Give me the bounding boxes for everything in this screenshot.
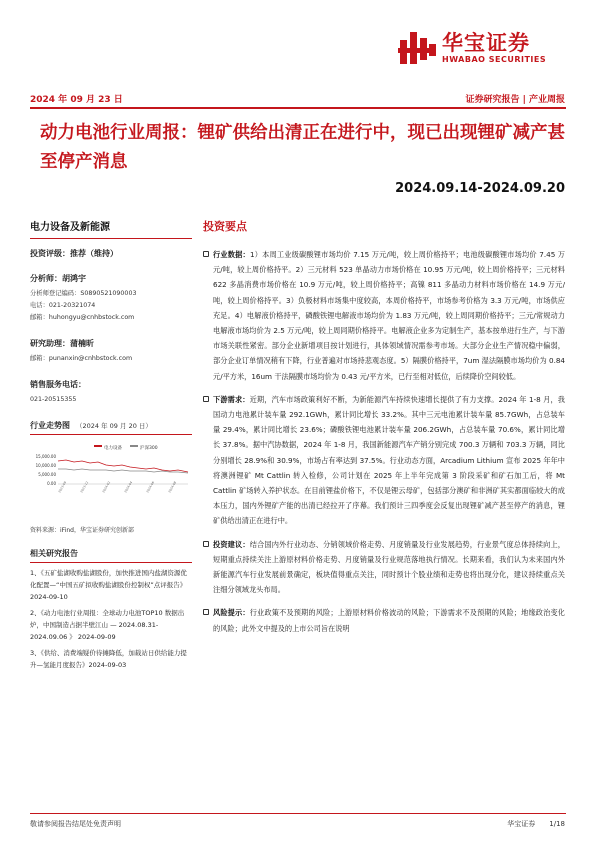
checkbox-bullet-icon (203, 251, 209, 257)
para-label: 下游需求： (213, 394, 250, 404)
svg-text:2024-04: 2024-04 (123, 480, 134, 494)
legend-swatch-2 (130, 445, 138, 447)
svg-text:2024-02: 2024-02 (101, 480, 112, 494)
related-report-item: 1、《五矿盐湖收购盐湖股份，加快推进国内盐湖资源优化配置—“中国五矿拟收购盐湖股份控制权”点评报告》2024-09-10 (30, 569, 187, 601)
y-tick-label: 15,000.00 (35, 454, 56, 459)
y-tick-label: 0.00 (47, 481, 56, 486)
assistant-email: 邮箱：punanxin@cnhbstock.com (30, 355, 133, 362)
company-logo (398, 28, 573, 68)
trend-date: （2024 年 09 月 20 日） (76, 422, 152, 430)
svg-text:2023-09: 2023-09 (57, 480, 68, 494)
industry-data-paragraph (203, 247, 565, 384)
para-text: 1）本周工业级碳酸锂市场均价 7.15 万元/吨，较上周价格持平；电池级碳酸锂市场均价 7.45 万元/吨，较上周价格持平。2）三元材料 523 单晶动力市场价格在 10.95 万元/吨，较上周价格持平；三元材料 622 多晶消费市场价格在 10.9 万元/吨，较上周价格持平；高镍 811 多晶动力材料市场价格在 14.9 万元/吨，较上周价格持平。3）负极材料市场集中度较高，本周价格持平，市场参考价格为 3.3 万元/吨，市场供应充足。4）电解液价格持平，磷酸铁锂电解液市场均价为 1.83 万元/吨，较上周同期价格持平；三元/常规动力电解液市场均价为 2.5 万元/吨，较上周同期价格持平。电解液企业多为定制生产，基本按单进行生产，与下游市场关联性紧密。部分企业新增项目按计划进行，具体领域情况需参考市场。大部分企业生产情况稳中偏弱，部分企业订单情况稍有下降，行业普遍对市场持悲观态度。5）隔膜价格持平，7um 湿法隔膜市场均价为 0.84 元/平方米，16um 干法隔膜市场均价为 0.43 元/平方米，已行至相对低位，后续降价空间较低。 (213, 250, 565, 381)
legend-swatch-1 (94, 445, 102, 447)
investment-rating: 投资评级：推荐（维持） (30, 249, 118, 258)
related-reports-title: 相关研究报告 (30, 548, 192, 563)
disclaimer-note: 敬请参阅报告结尾处免责声明 (30, 820, 121, 828)
sector-name: 电力设备及新能源 (30, 218, 192, 239)
checkbox-bullet-icon (203, 396, 209, 402)
left-sidebar (30, 218, 192, 671)
report-type: 证券研究报告 | 产业周报 (465, 95, 565, 105)
analyst-email: 邮箱：huhongyu@cnhbstock.com (30, 314, 135, 321)
investment-highlights (203, 218, 565, 636)
report-date: 2024 年 09 月 23 日 (30, 95, 123, 105)
logo-chinese-name: 华宝证券 (442, 30, 530, 55)
logo-english-name: HWABAO SECURITIES (442, 54, 547, 64)
para-text: 近期，汽车市场政策利好不断，为新能源汽车持续快速增长提供了有力支撑。2024 年 1-8 月，我国动力电池累计装车量 292.1GWh，累计同比增长 33.2%。其中三元电池累计装车量 85.7GWh，占总装车量 29.4%，累计同比增长 23.6%；磷酸铁锂电池累计装车量 206.2GWh，占总装车量 70.6%，累计同比增长 37.8%。据中汽协数据，2024 年 1-8 月，我国新能源汽车产销分别完成 700.3 万辆和 703.3 万辆，同比分别增长 28.9%和 30.9%，市场占有率达到 37.5%。行业动态方面，Arcadium Lithium 宣布 2025 年年中将澳洲锂矿 Mt Cattlin 转入检修，公司计划在 2025 年上半年完成第 3 阶段采矿和矿石加工后，将 Mt Cattlin 矿场转入养护状态。在目前锂盐价格下，不仅是锂云母矿，包括部分澳矿和非洲矿其实都面临较大的成本压力，国内外锂矿产能的出清已经拉开了序幕。我们预计三四季度会反复出现锂矿减产甚至停产的消息，锂矿供给出清正在进行中。 (213, 394, 565, 526)
checkbox-bullet-icon (203, 541, 209, 547)
para-label: 行业数据： (213, 250, 250, 259)
svg-text:2023-12: 2023-12 (79, 480, 90, 494)
hwabao-logo-icon (398, 28, 438, 68)
y-tick-label: 10,000.00 (35, 463, 56, 468)
report-period: 2024.09.14-2024.09.20 (395, 181, 565, 196)
analyst-cert: 分析师登记编码：S0890521090003 (30, 290, 137, 297)
x-tick-labels (57, 481, 177, 494)
legend-label-1: 电力设备 (104, 446, 122, 451)
related-report-item: 3、《供给、消费端疑价待摊降低，加载站日供给能力提升—氢能月度报告》2024-09-03 (30, 649, 187, 669)
assistant-block (30, 338, 192, 365)
legend-label-2: 沪深300 (140, 446, 158, 451)
header-divider (30, 107, 566, 109)
para-text: 结合国内外行业动态、分销领域价格走势、月度销量及行业发展趋势，行业景气度总体持续向上，短期重点持续关注上游原材料价格走势、月度销量及行业规范落地执行情况。长期来看，我们认为未来国内外新能源汽车行业发展前景确定，板块值得重点关注，同时预计个股业绩和走势也将出现分化，建议持续重点关注细分领域龙头布局。 (213, 539, 565, 595)
svg-text:2024-06: 2024-06 (145, 480, 156, 494)
y-tick-label: 5,000.00 (38, 472, 56, 477)
trend-block (30, 420, 192, 534)
sales-label: 销售服务电话： (30, 380, 86, 389)
analyst-name: 分析师：胡鸿宇 (30, 274, 86, 283)
analyst-phone: 电话：021-20321074 (30, 302, 96, 309)
risk-warning-paragraph (203, 605, 565, 635)
checkbox-bullet-icon (203, 609, 209, 615)
sales-phone: 021-20515355 (30, 396, 77, 403)
investment-advice-paragraph (203, 537, 565, 598)
page-number: 华宝证券 1/18 (507, 820, 565, 828)
legend (94, 444, 158, 451)
analyst-block (30, 273, 192, 324)
svg-text:2024-08: 2024-08 (167, 480, 178, 494)
related-report-item: 2、《动力电池行业周报：全球动力电池TOP10 数据出炉，中国制造占据半壁江山 — 2024.08.31-2024.09.06 》 2024-09-09 (30, 609, 185, 641)
report-title: 动力电池行业周报：锂矿供给出清正在进行中，现已出现锂矿减产甚至停产消息 (40, 123, 565, 172)
highlights-title: 投资要点 (203, 220, 247, 233)
sales-block (30, 379, 192, 406)
para-text: 行业政策不及预期的风险；上游原材料价格波动的风险；下游需求不及预期的风险；地缘政治变化的风险；此外文中提及的上市公司旨在说明 (213, 608, 565, 633)
industry-trend-chart (30, 443, 190, 513)
para-label: 投资建议： (213, 539, 250, 549)
para-label: 风险提示： (213, 608, 250, 618)
downstream-demand-paragraph (203, 392, 565, 529)
chart-source: 资料来源：iFind，华宝证券研究创新部 (30, 527, 134, 534)
assistant-name: 研究助理：蒲楠昕 (30, 339, 94, 348)
footer-divider (30, 813, 566, 814)
trend-title: 行业走势图 (30, 421, 70, 430)
